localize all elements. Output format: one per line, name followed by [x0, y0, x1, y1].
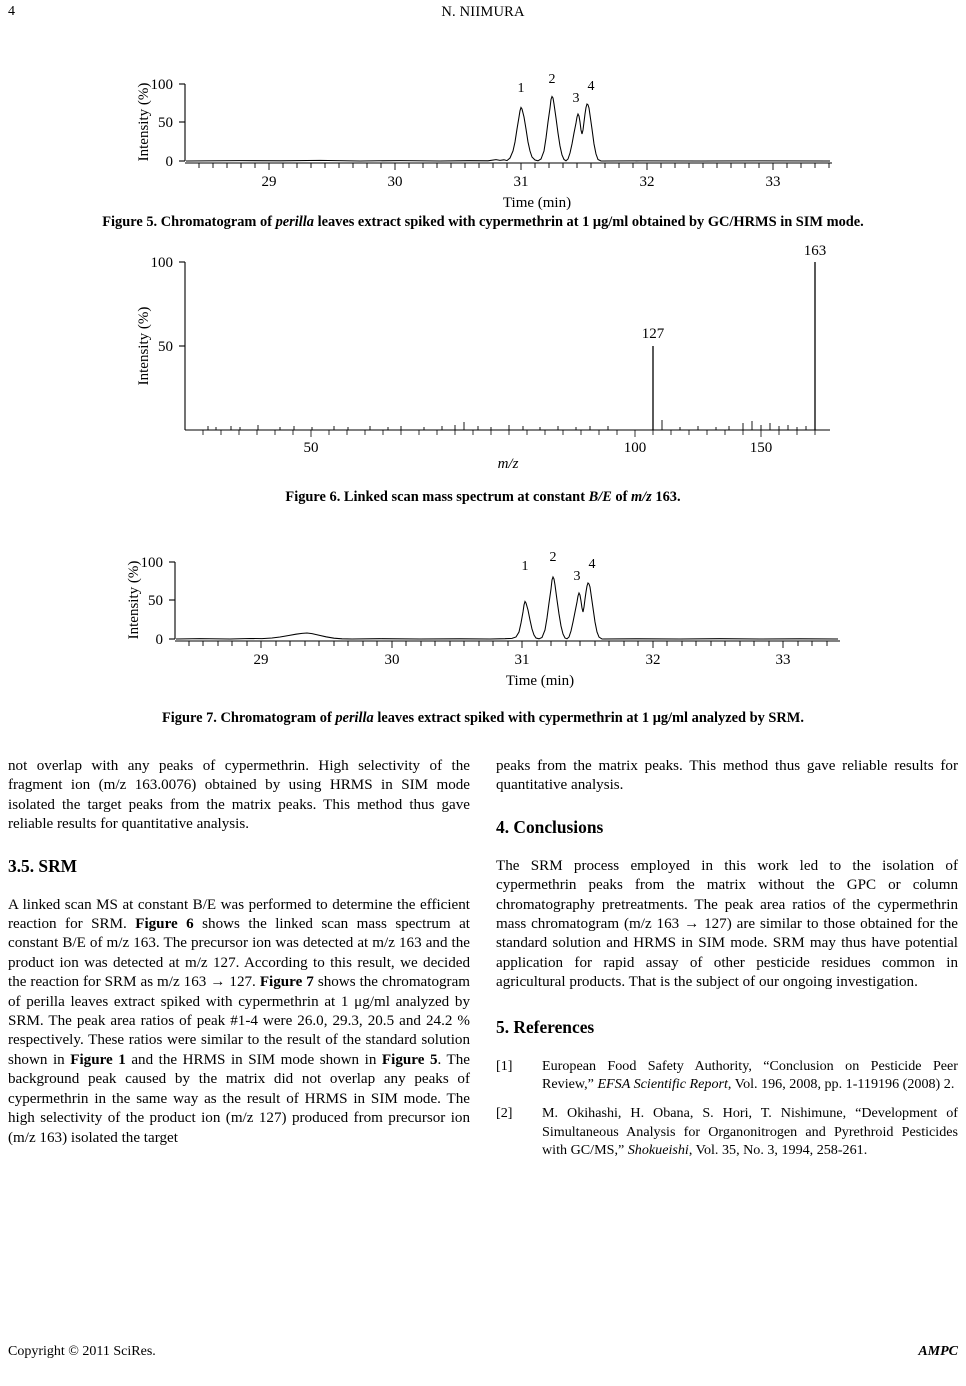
- x-tick-29: 29: [253, 652, 269, 668]
- y-axis-title: Intensity (%): [136, 82, 152, 162]
- left-p2-i: . The background peak caused by the matrix did not overlap any peaks of cypermethrin in the same way as the result of HRMS in SIM mode. The high selectivity of the product ion (m/z 127) produced from precursor ion (m/z 163) isolated the target: [8, 1051, 471, 1146]
- y-tick-50: 50: [148, 593, 163, 609]
- x-tick-31: 31: [514, 652, 530, 668]
- figure-7-caption: [13, 709, 953, 727]
- x-axis-title: Time (min): [505, 673, 575, 689]
- figure-6-caption-part2: 163.: [651, 489, 681, 505]
- peak-label-2: 2: [549, 550, 557, 565]
- x-tick-100: 100: [623, 440, 647, 456]
- reference-marker: [1]: [496, 1057, 513, 1074]
- x-tick-29: 29: [261, 174, 277, 190]
- peak-label-1: 1: [517, 81, 525, 96]
- reference-source-title: Shokueishi: [627, 1141, 689, 1158]
- figure-5-caption-part2: leaves extract spiked with cypermethrin at 1 μg/ml obtained by GC/HRMS in SIM mode.: [313, 214, 864, 230]
- left-paragraph-2: [8, 896, 470, 1148]
- running-title: N. NIIMURA: [441, 4, 525, 20]
- journal-abbreviation: AMPC: [918, 1344, 958, 1359]
- figure-6-caption-part1: Linked scan mass spectrum at constant: [340, 489, 589, 505]
- figure-6-caption-italic2: m/z: [630, 489, 652, 505]
- x-tick-32: 32: [639, 174, 655, 190]
- figure-5-caption: [13, 213, 953, 231]
- x-axis-minor-ticks: [203, 430, 815, 437]
- figure-7-caption-italic: perilla: [335, 710, 374, 726]
- figure-6-mass-spectrum: [0, 240, 966, 470]
- left-p2-figure-7-ref: Figure 7: [259, 974, 314, 991]
- y-tick-50: 50: [158, 115, 173, 131]
- figure-7-chromatogram: [0, 550, 966, 695]
- section-heading-srm: 3.5. SRM: [8, 855, 78, 876]
- section-heading-conclusions: 4. Conclusions: [496, 816, 604, 837]
- left-column: [8, 757, 470, 1148]
- figure-6-caption-mid: of: [611, 489, 631, 505]
- reference-text-b: , Vol. 35, No. 3, 1994, 258-261.: [688, 1141, 868, 1158]
- left-p2-e: shows the chromatogram of perilla leaves extract spiked with cypermethrin at 1 μg/ml analyzed by SRM. The peak area ratios of peak #1-4 were 26.0, 29.3, 20.5 and 24.2 % respectively. These ratios were similar to the result of the standard solution shown in: [8, 974, 471, 1068]
- x-axis-minor-ticks: [199, 163, 829, 170]
- peak-label-2: 2: [548, 72, 556, 87]
- figure-6-caption-prefix: Figure 6.: [285, 489, 341, 505]
- reference-source-title: EFSA Scientific Report: [597, 1075, 728, 1092]
- x-axis-title: m/z: [497, 456, 519, 472]
- figure-7-caption-part1: Chromatogram of: [216, 710, 336, 726]
- peak-label-1: 1: [521, 559, 529, 574]
- reference-text-a: M. Okihashi, H. Obana, S. Hori, T. Nishimune, “Development of Simultaneous Analysis for Organonitrogen and Pyrethroid Pesticides with GC/MS,”: [542, 1105, 958, 1158]
- x-tick-30: 30: [387, 174, 403, 190]
- reference-item: [496, 1057, 958, 1094]
- figure-5-caption-italic: perilla: [275, 214, 314, 230]
- minor-mass-peaks: [208, 420, 806, 430]
- y-axis-title: Intensity (%): [126, 560, 142, 640]
- peak-label-3: 3: [572, 91, 580, 106]
- y-axis-title: Intensity (%): [136, 306, 152, 386]
- y-tick-0: 0: [155, 632, 163, 648]
- figure-5: [0, 34, 966, 231]
- x-tick-33: 33: [775, 652, 791, 668]
- x-tick-30: 30: [384, 652, 400, 668]
- figure-5-chromatogram: [0, 34, 966, 211]
- x-tick-50: 50: [303, 440, 319, 456]
- body-columns: [8, 757, 958, 1337]
- peak-label-4: 4: [588, 557, 596, 572]
- y-tick-100: 100: [150, 77, 173, 93]
- chromatogram-trace: [176, 577, 838, 639]
- figure-6-caption-italic: B/E: [588, 489, 612, 505]
- y-tick-50: 50: [158, 339, 173, 355]
- conclusions-paragraph: The SRM process employed in this work led to the isolation of cypermethrin peaks from the matrix without the GPC or column chromatography pretreatments. The peak area ratios of the cypermethrin mass chromatogram (m/z 163 → 127) are similar to those obtained for the standard solution and HRMS in SIM mode. SRM may thus have potential application for rapid assay of other pesticide residues common in agricultural products. That is the subject of our ongoing investigation.: [496, 857, 958, 991]
- figure-6: [0, 240, 966, 506]
- right-column: [496, 757, 958, 1170]
- page-number: 4: [8, 4, 15, 19]
- y-tick-100: 100: [140, 555, 163, 571]
- page-footer: [0, 1344, 966, 1364]
- peak-label-3: 3: [573, 569, 581, 584]
- copyright-notice: Copyright © 2011 SciRes.: [8, 1344, 156, 1359]
- left-p2-figure-5-ref: Figure 5: [381, 1051, 438, 1068]
- figure-7-caption-prefix: Figure 7.: [162, 710, 217, 726]
- right-paragraph-1: peaks from the matrix peaks. This method thus gave reliable results for quantitative analysis.: [496, 758, 958, 794]
- y-tick-0: 0: [165, 154, 173, 170]
- reference-marker: [2]: [496, 1105, 513, 1122]
- figure-7: [0, 550, 966, 727]
- mass-peak-label-127: 127: [641, 326, 665, 342]
- x-axis-minor-ticks: [189, 641, 827, 648]
- x-tick-31: 31: [513, 174, 529, 190]
- x-axis-title: Time (min): [502, 195, 572, 211]
- x-tick-150: 150: [749, 440, 773, 456]
- mass-peak-label-163: 163: [803, 243, 827, 259]
- figure-6-caption: [13, 488, 953, 506]
- figure-5-caption-part1: Chromatogram of: [157, 214, 276, 230]
- left-paragraph-1: not overlap with any peaks of cypermethrin. High selectivity of the fragment ion (m/z 163.0076) obtained by using HRMS in SIM mode isolated the target peaks from the matrix peaks. This method thus gave reliable results for quantitative analysis.: [8, 758, 470, 833]
- left-p2-c: shows the linked scan mass spectrum at constant B/E of m/z 163. The precursor ion was detected at m/z 163 and the product ion was detected at m/z 127. According to this result, we decided the reaction for SRM as m/z 163 → 127.: [8, 916, 470, 991]
- running-head: [0, 4, 966, 24]
- x-tick-33: 33: [765, 174, 781, 190]
- figure-5-caption-prefix: Figure 5.: [102, 214, 158, 230]
- left-p2-a: A linked scan MS at constant B/E was performed to determine the efficient reaction for SRM.: [8, 896, 470, 933]
- section-heading-references: 5. References: [496, 1016, 595, 1037]
- left-p2-figure-1-ref: Figure 1: [70, 1051, 126, 1068]
- reference-text-b: , Vol. 196, 2008, pp. 1-119196 (2008) 2.: [727, 1075, 955, 1092]
- reference-text-a: European Food Safety Authority, “Conclusion on Pesticide Peer Review,”: [542, 1057, 958, 1092]
- chromatogram-trace: [186, 97, 830, 162]
- peak-label-4: 4: [587, 79, 595, 94]
- figure-7-caption-part2: leaves extract spiked with cypermethrin at 1 μg/ml analyzed by SRM.: [373, 710, 804, 726]
- left-p2-g: and the HRMS in SIM mode shown in: [125, 1051, 382, 1068]
- reference-item: [496, 1104, 958, 1159]
- x-tick-32: 32: [645, 652, 661, 668]
- left-p2-figure-6-ref: Figure 6: [135, 916, 194, 933]
- y-tick-100: 100: [150, 255, 173, 271]
